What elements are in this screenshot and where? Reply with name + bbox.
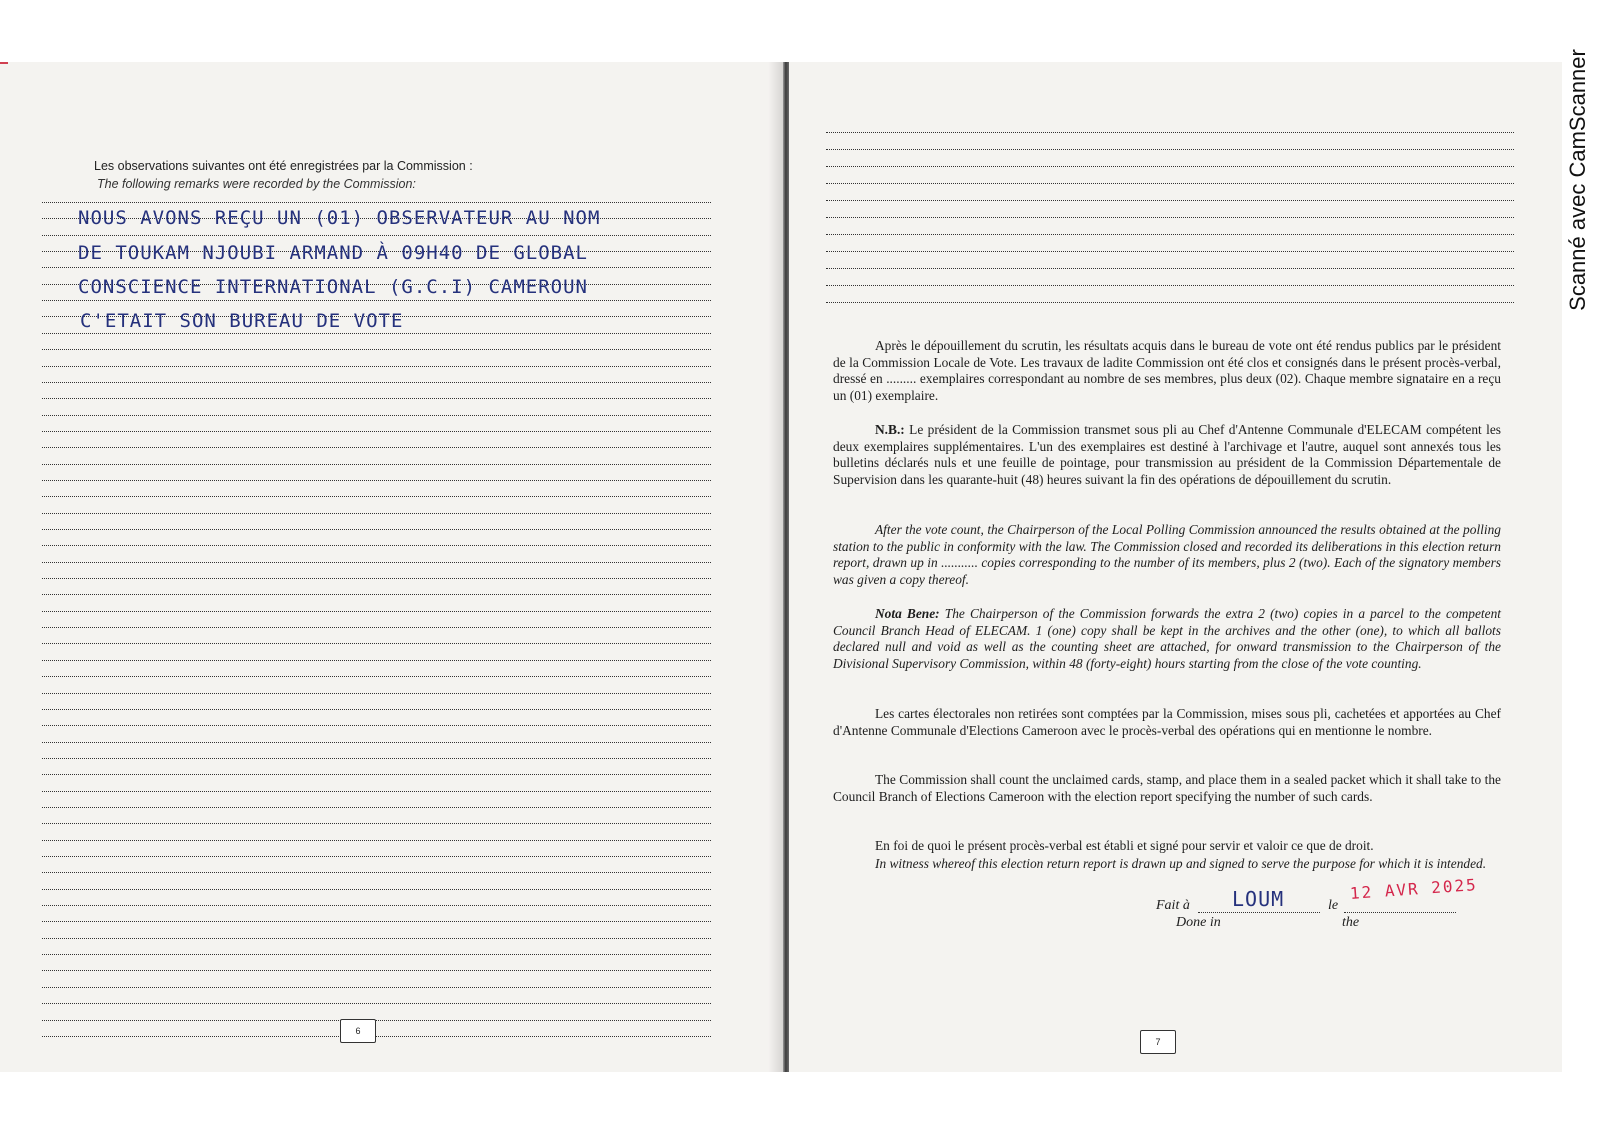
dotted-rule bbox=[826, 217, 1514, 218]
watermark-text: Scanné avec CamScanner bbox=[1565, 49, 1590, 311]
dotted-rule bbox=[42, 643, 711, 644]
dotted-rule bbox=[42, 627, 711, 628]
date-stamp: 12 AVR 2025 bbox=[1349, 875, 1479, 903]
dotted-rule bbox=[826, 200, 1514, 201]
dotted-rule bbox=[42, 774, 711, 775]
dotted-rule bbox=[42, 513, 711, 514]
dotted-rule bbox=[826, 166, 1514, 167]
dotted-rule bbox=[826, 302, 1514, 303]
dotted-rule bbox=[42, 856, 711, 857]
dotted-rule bbox=[42, 611, 711, 612]
dotted-rule bbox=[42, 709, 711, 710]
dotted-rule bbox=[42, 693, 711, 694]
paragraph-cards-fr: Les cartes électorales non retirées sont comptées par la Commission, mises sous pli, cachetées et apportées au Chef d'Antenne Communale d'Elections Cameroon avec le procès-verbal des opérations qui en mentionne le nombre. bbox=[833, 706, 1501, 738]
dotted-rule bbox=[826, 149, 1514, 150]
dotted-rule bbox=[42, 415, 711, 416]
dotted-rule bbox=[42, 905, 711, 906]
dotted-rule bbox=[42, 578, 711, 579]
dotted-rule bbox=[42, 921, 711, 922]
dotted-rule bbox=[42, 235, 711, 236]
left-page bbox=[0, 62, 783, 1072]
the-label: the bbox=[1342, 915, 1360, 930]
dotted-rule bbox=[42, 496, 711, 497]
done-in-label: Done in bbox=[1176, 915, 1221, 930]
dotted-rule bbox=[42, 382, 711, 383]
handwritten-line: C'ETAIT SON BUREAU DE VOTE bbox=[80, 310, 404, 332]
handwritten-place: LOUM bbox=[1232, 887, 1285, 911]
dotted-rule bbox=[42, 889, 711, 890]
paragraph-results-en: After the vote count, the Chairperson of the Local Polling Commission announced the results obtained at the polling station to the public in conformity with the law. The Commission closed and recorded its deliberations in this election return report, drawn up in ........... copies corresponding to the number of its members, plus 2 (two). Each of the signatory members was given a copy thereof. bbox=[833, 522, 1501, 587]
dotted-rule bbox=[42, 300, 711, 301]
nb-text: Le président de la Commission transmet sous pli au Chef d'Antenne Communale d'ELECAM compétent les deux exemplaires supplémentaires. L'un des exemplaires est destiné à l'archivage et l'autre, auquel sont annexés tous les bulletins déclarés nuls et une feuille de pointage, pour transmission au président de la Commission Départementale de Supervision dans les quarante-huit (48) heures suivant la fin des opérations de dépouillement du scrutin. bbox=[833, 422, 1501, 487]
nota-bene-label: Nota Bene: bbox=[875, 606, 940, 621]
dotted-rule bbox=[826, 285, 1514, 286]
camscanner-watermark bbox=[1560, 40, 1596, 320]
dotted-rule bbox=[42, 1020, 711, 1021]
dotted-rule bbox=[826, 132, 1514, 133]
dotted-rule bbox=[42, 431, 711, 432]
dotted-rule bbox=[42, 349, 711, 350]
dotted-rule bbox=[42, 366, 711, 367]
dotted-rule bbox=[42, 791, 711, 792]
date-dotted-line bbox=[1344, 912, 1456, 913]
fait-a-label: Fait à bbox=[1156, 898, 1190, 913]
dotted-rule bbox=[826, 234, 1514, 235]
dotted-rule bbox=[42, 725, 711, 726]
dotted-rule bbox=[826, 268, 1514, 269]
dotted-rule bbox=[42, 562, 711, 563]
dotted-rule bbox=[42, 987, 711, 988]
dotted-rule bbox=[42, 447, 711, 448]
dotted-rule bbox=[826, 251, 1514, 252]
page-number: 7 bbox=[1140, 1030, 1176, 1054]
dotted-rule bbox=[42, 970, 711, 971]
paragraph-witness-en: In witness whereof this election return report is drawn up and signed to serve the purpose for which it is intended. bbox=[875, 856, 1487, 871]
dotted-rule bbox=[42, 938, 711, 939]
handwritten-line: DE TOUKAM NJOUBI ARMAND À 09H40 DE GLOBAL bbox=[78, 242, 588, 264]
observations-subtitle: The following remarks were recorded by the Commission: bbox=[97, 177, 416, 191]
page-number: 6 bbox=[340, 1019, 376, 1043]
dotted-rule bbox=[42, 202, 711, 203]
dotted-rule bbox=[42, 594, 711, 595]
dotted-rule bbox=[42, 545, 711, 546]
nb-label: N.B.: bbox=[875, 422, 905, 437]
paragraph-cards-en: The Commission shall count the unclaimed cards, stamp, and place them in a sealed packet which it shall take to the Council Branch of Elections Cameroon with the election report specifying the number of such cards. bbox=[833, 772, 1501, 804]
paragraph-nb-fr bbox=[833, 422, 1501, 488]
paragraph-nota-bene-en bbox=[833, 606, 1501, 672]
paragraph-results-fr: Après le dépouillement du scrutin, les résultats acquis dans le bureau de vote ont été rendus publics par le président de la Commission Locale de Vote. Les travaux de ladite Commission ont été clos et consignés dans le présent procès-verbal, dressé en ......... exemplaires correspondant au nombre de ses membres, plus deux (02). Chaque membre signataire en a reçu un (01) exemplaire. bbox=[833, 338, 1501, 403]
le-label: le bbox=[1328, 898, 1339, 913]
dotted-rule bbox=[42, 676, 711, 677]
dotted-rule bbox=[42, 398, 711, 399]
dotted-rule bbox=[42, 872, 711, 873]
dotted-rule bbox=[826, 183, 1514, 184]
dotted-rule bbox=[42, 954, 711, 955]
dotted-rule bbox=[42, 1036, 711, 1037]
dotted-rule bbox=[42, 1003, 711, 1004]
dotted-rule bbox=[42, 807, 711, 808]
dotted-rule bbox=[42, 823, 711, 824]
handwritten-line: NOUS AVONS REÇU UN (01) OBSERVATEUR AU NOM bbox=[78, 207, 601, 229]
dotted-rule bbox=[42, 660, 711, 661]
dotted-rule bbox=[42, 464, 711, 465]
dotted-rule bbox=[42, 758, 711, 759]
dotted-rule bbox=[42, 480, 711, 481]
nota-bene-text: The Chairperson of the Commission forwards the extra 2 (two) copies in a parcel to the competent Council Branch Head of ELECAM. 1 (one) copy shall be kept in the archives and the other (one), to which all ballots declared null and void as well as the counting sheet are attached, for onward transmission to the Chairperson of the Divisional Supervisory Commission, within 48 (forty-eight) hours starting from the close of the vote counting. bbox=[833, 606, 1502, 671]
dotted-rule bbox=[42, 333, 711, 334]
dotted-rule bbox=[42, 267, 711, 268]
observations-title: Les observations suivantes ont été enregistrées par la Commission : bbox=[94, 159, 473, 173]
handwritten-line: CONSCIENCE INTERNATIONAL (G.C.I) CAMEROUN bbox=[78, 276, 588, 298]
dotted-rule bbox=[42, 742, 711, 743]
paragraph-witness-fr: En foi de quoi le présent procès-verbal est établi et signé pour servir et valoir ce que de droit. bbox=[875, 838, 1374, 853]
dotted-rule bbox=[42, 529, 711, 530]
dotted-rule bbox=[42, 840, 711, 841]
place-dotted-line bbox=[1198, 912, 1320, 913]
